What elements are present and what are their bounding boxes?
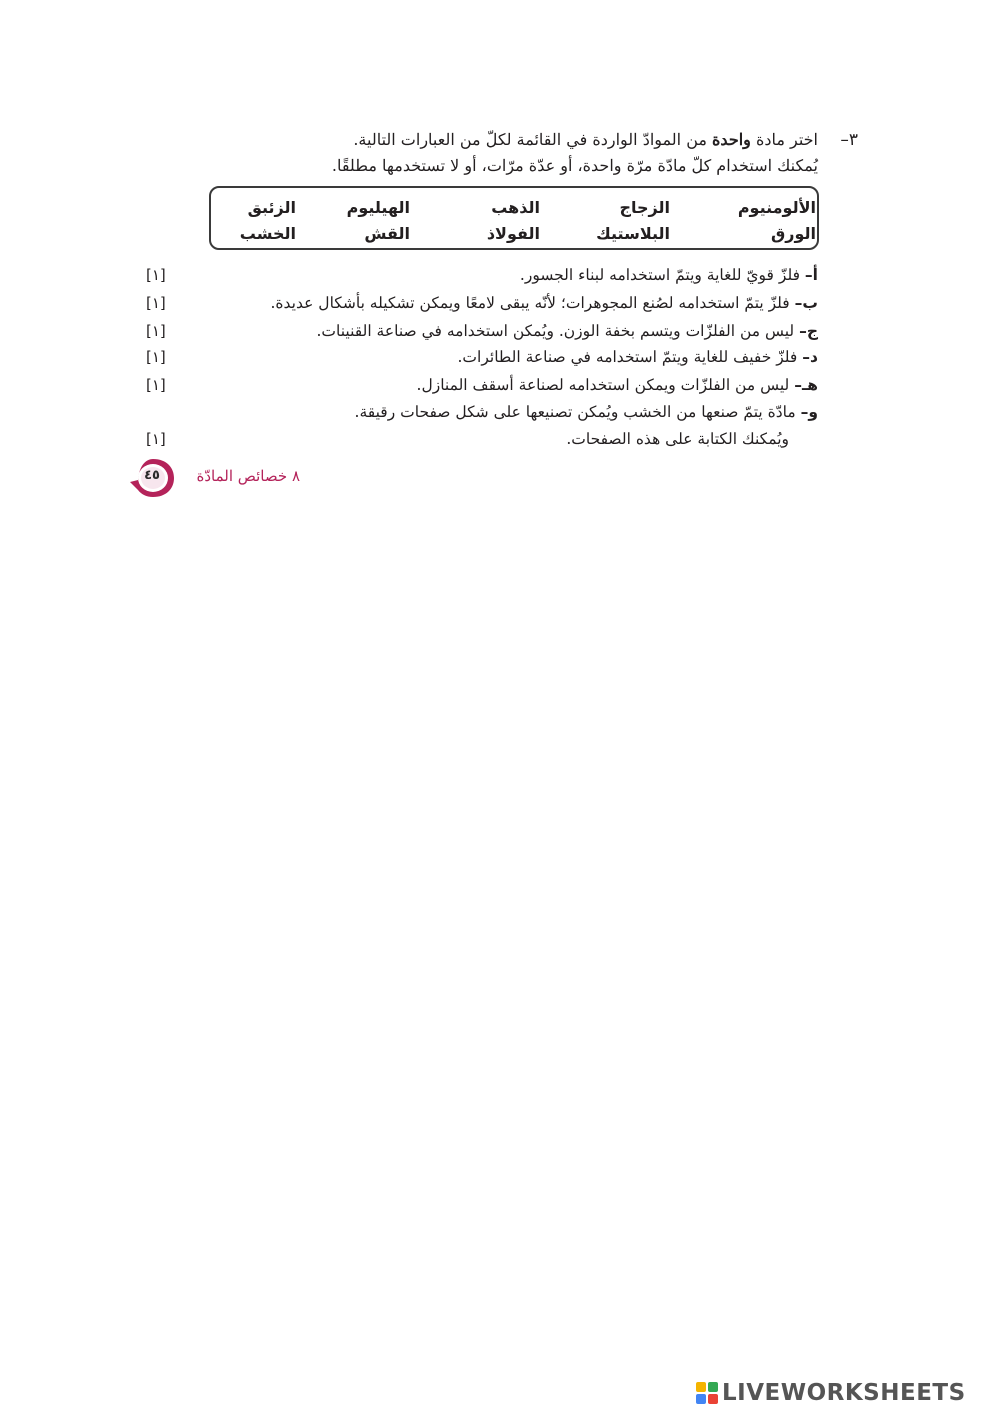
liveworksheets-logo-icon — [696, 1382, 718, 1404]
instruction-bold: واحدة — [712, 130, 751, 149]
material-plastic: البلاستيك — [596, 224, 670, 243]
item-mark: [١] — [146, 376, 166, 394]
liveworksheets-brand — [696, 1378, 966, 1408]
material-helium: الهيليوم — [346, 198, 410, 217]
item-e — [417, 376, 818, 394]
material-paper: الورق — [770, 224, 816, 243]
page-number: ٤٥ — [144, 468, 160, 483]
item-text: فلزّ يتمّ استخدامه لصُنع المجوهرات؛ لأنّه يبقى لامعًا ويمكن تشكيله بأشكال عديدة. — [270, 294, 790, 312]
item-c — [316, 322, 818, 340]
chapter-footer: ٨ خصائص المادّة — [196, 467, 300, 485]
instruction-pre: اختر مادة — [750, 130, 818, 149]
item-label: أ– — [804, 266, 818, 284]
item-text: فلزّ قويّ للغاية ويتمّ استخدامه لبناء الجسور. — [519, 266, 800, 284]
item-label: ج– — [799, 322, 818, 340]
material-steel: الفولاذ — [486, 224, 540, 243]
item-mark: [١] — [146, 266, 166, 284]
item-mark: [١] — [146, 322, 166, 340]
question-instruction-line2: يُمكنك استخدام كلّ مادّة مرّة واحدة، أو عدّة مرّات، أو لا تستخدمها مطلقًا. — [331, 156, 818, 175]
item-f-line2: ويُمكنك الكتابة على هذه الصفحات. — [566, 430, 789, 448]
item-a — [520, 266, 818, 284]
item-text: ليس من الفلزّات ويتسم بخفة الوزن. ويُمكن استخدامه في صناعة القنينات. — [316, 322, 795, 340]
question-instruction — [353, 130, 818, 149]
material-wood: الخشب — [239, 224, 296, 243]
question-number: ٣– — [840, 130, 858, 150]
item-label: و– — [800, 403, 818, 421]
material-mercury: الزئبق — [247, 198, 296, 217]
instruction-post: من الموادّ الواردة في القائمة لكلّ من العبارات التالية. — [353, 130, 713, 149]
item-label: هـ– — [794, 376, 818, 394]
material-gold: الذهب — [491, 198, 540, 217]
material-glass: الزجاج — [619, 198, 670, 217]
item-f — [355, 403, 818, 421]
item-mark: [١] — [146, 430, 166, 448]
item-text: مادّة يتمّ صنعها من الخشب ويُمكن تصنيعها على شكل صفحات رقيقة. — [354, 403, 796, 421]
item-text: فلزّ خفيف للغاية ويتمّ استخدامه في صناعة الطائرات. — [457, 348, 798, 366]
item-d — [458, 348, 819, 366]
item-mark: [١] — [146, 294, 166, 312]
material-straw: القش — [364, 224, 410, 243]
material-aluminium: الألومنيوم — [737, 198, 816, 217]
item-label: د– — [802, 348, 818, 366]
item-label: ب– — [794, 294, 818, 312]
item-b — [271, 294, 819, 312]
item-text: ليس من الفلزّات ويمكن استخدامه لصناعة أسقف المنازل. — [416, 376, 790, 394]
item-mark: [١] — [146, 348, 166, 366]
brand-name: LIVEWORKSHEETS — [722, 1380, 966, 1406]
